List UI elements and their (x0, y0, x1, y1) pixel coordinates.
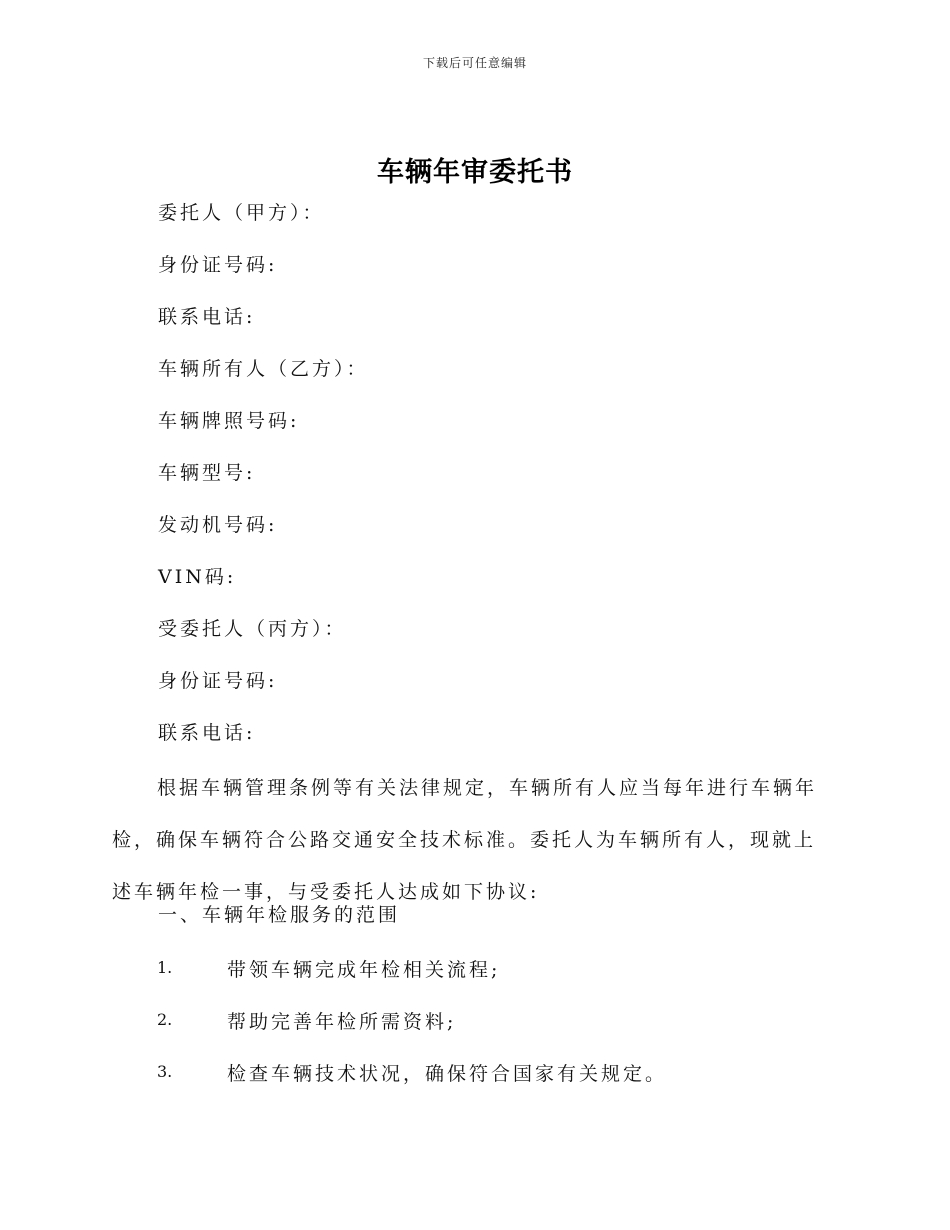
section-heading: 一、车辆年检服务的范围 (158, 904, 401, 926)
agreement-paragraph: 根据车辆管理条例等有关法律规定，车辆所有人应当每年进行车辆年检，确保车辆符合公路交通安全技术标准。委托人为车辆所有人，现就上述车辆年检一事，与受委托人达成如下协议: (112, 777, 818, 903)
field-vehicle-model: 车辆型号: (158, 462, 256, 484)
field-engine-number: 发动机号码: (158, 514, 278, 536)
field-vin: VIN码: (158, 566, 237, 588)
document-title: 车辆年审委托书 (377, 157, 573, 188)
field-principal: 委托人（甲方）： (158, 202, 325, 224)
list-item-text: 帮助完善年检所需资料; (227, 1011, 457, 1033)
field-agent-phone: 联系电话: (158, 722, 256, 744)
header-note: 下载后可任意编辑 (422, 56, 527, 70)
list-item-number: 3. (157, 1062, 173, 1081)
field-phone: 联系电话: (158, 306, 256, 328)
list-item-number: 2. (157, 1010, 173, 1029)
list-item-number: 1. (157, 958, 173, 977)
field-plate-number: 车辆牌照号码: (158, 410, 300, 432)
field-id-number: 身份证号码: (158, 254, 278, 276)
list-item-text: 带领车辆完成年检相关流程; (227, 959, 501, 981)
field-agent: 受委托人（丙方）： (158, 618, 347, 640)
field-vehicle-owner: 车辆所有人（乙方）： (158, 358, 369, 380)
field-agent-id-number: 身份证号码: (158, 670, 278, 692)
list-item-text: 检查车辆技术状况，确保符合国家有关规定。 (227, 1063, 668, 1085)
